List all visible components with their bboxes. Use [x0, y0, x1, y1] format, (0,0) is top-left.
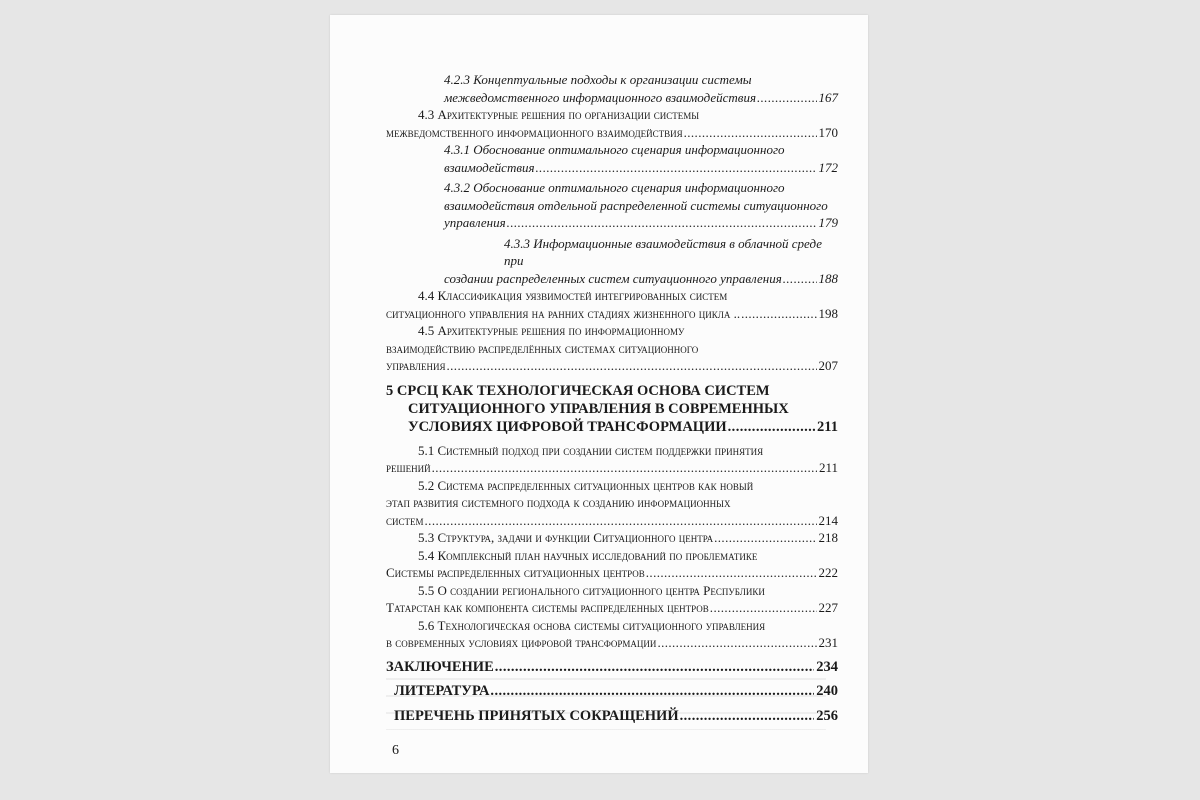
leader-dots: [714, 529, 816, 547]
leader-dots: [710, 599, 817, 617]
page-ref: 218: [818, 530, 838, 545]
toc-entry-5-1[interactable]: 5.1 Системный подход при создании систем поддержки принятия решений ..... 211: [386, 442, 838, 477]
leader-dots: [646, 564, 817, 582]
toc-entry-5-5[interactable]: 5.5 О создании регионального ситуационного центра Республики Татарстан как компонента системы распределенных центров ..... 227: [386, 582, 838, 617]
document-page: [330, 15, 868, 773]
leader-dots: [447, 357, 817, 375]
page-ref: 167: [818, 89, 838, 105]
leader-dots: [657, 634, 816, 652]
leader-dots: [507, 214, 817, 232]
toc-entry-4-3-3[interactable]: 4.3.3 Информационные взаимодействия в облачной среде при создании распределенных систем ситуационного управления ..... 188: [386, 235, 838, 288]
table-of-contents: [386, 71, 838, 725]
page-ref: 207: [818, 358, 838, 373]
page-ref: 211: [818, 460, 838, 475]
page-ref: 188: [818, 270, 838, 286]
leader-dots: [425, 512, 817, 530]
leader-dots: [741, 305, 816, 323]
page-ref: 179: [818, 215, 838, 230]
leader-dots: [432, 459, 817, 477]
leader-dots: [684, 124, 817, 142]
page-ref: 172: [818, 159, 838, 175]
page-ref: 170: [818, 124, 838, 140]
leader-dots: [536, 159, 817, 177]
toc-abbreviations[interactable]: ПЕРЕЧЕНЬ ПРИНЯТЫХ СОКРАЩЕНИЙ ..... 256: [386, 708, 838, 726]
toc-references[interactable]: ЛИТЕРАТУРА ..... 240: [386, 683, 838, 701]
leader-dots: [728, 418, 815, 436]
toc-entry-5-2[interactable]: 5.2 Система распределенных ситуационных центров как новый этап развития системного подхода к созданию информационных систем ..... 214: [386, 477, 838, 530]
toc-entry-4-2-3[interactable]: 4.2.3 Концептуальные подходы к организации системы межведомственного информационного взаимодействия ..... 167: [386, 71, 838, 106]
page-ref: 240: [816, 683, 838, 699]
toc-entry-5-3[interactable]: 5.3 Структура, задачи и функции Ситуационного центра ..... 218: [386, 529, 838, 547]
page-ref: 214: [818, 512, 838, 528]
toc-entry-4-3-2[interactable]: 4.3.2 Обоснование оптимального сценария информационного взаимодействия отдельной распределенной системы ситуационного управления ..... 179: [386, 179, 838, 232]
page-ref: 211: [817, 418, 838, 435]
toc-chapter-5[interactable]: 5 СРСЦ КАК ТЕХНОЛОГИЧЕСКАЯ ОСНОВА СИСТЕМ СИТУАЦИОННОГО УПРАВЛЕНИЯ В СОВРЕМЕННЫХ УСЛОВИЯХ ЦИФРОВОЙ ТРАНСФОРМАЦИИ ..... 211: [386, 382, 838, 436]
page-ref: 222: [818, 565, 838, 580]
toc-entry-5-6[interactable]: 5.6 Технологическая основа системы ситуационного управления в современных условиях цифровой трансформации ..... 231: [386, 617, 838, 652]
toc-entry-4-3[interactable]: 4.3 Архитектурные решения по организации системы межведомственного информационного взаимодействия ..... 170: [386, 106, 838, 141]
toc-entry-4-5[interactable]: 4.5 Архитектурные решения по информационному взаимодействию распределённых системах ситуационного управления ..... 207: [386, 322, 838, 375]
page-number: 6: [392, 743, 399, 758]
page-ref: 227: [818, 600, 838, 615]
leader-dots: [757, 89, 817, 107]
page-ref: 256: [816, 707, 838, 724]
bleed-through-shadow: [386, 670, 826, 730]
toc-entry-4-4[interactable]: 4.4 Классификация уязвимостей интегрированных систем ситуационного управления на ранних стадиях жизненного цикла .. ..... 198: [386, 287, 838, 322]
page-ref: 231: [818, 635, 838, 650]
page-ref: 234: [816, 658, 838, 675]
toc-entry-4-3-1[interactable]: 4.3.1 Обоснование оптимального сценария информационного взаимодействия ..... 172: [386, 141, 838, 176]
toc-entry-5-4[interactable]: 5.4 Комплексный план научных исследований по проблематике Системы распределенных ситуационных центров ..... 222: [386, 547, 838, 582]
leader-dots: [783, 270, 817, 288]
page-ref: 198: [818, 305, 838, 321]
toc-conclusion[interactable]: ЗАКЛЮЧЕНИЕ ..... 234: [386, 659, 838, 677]
